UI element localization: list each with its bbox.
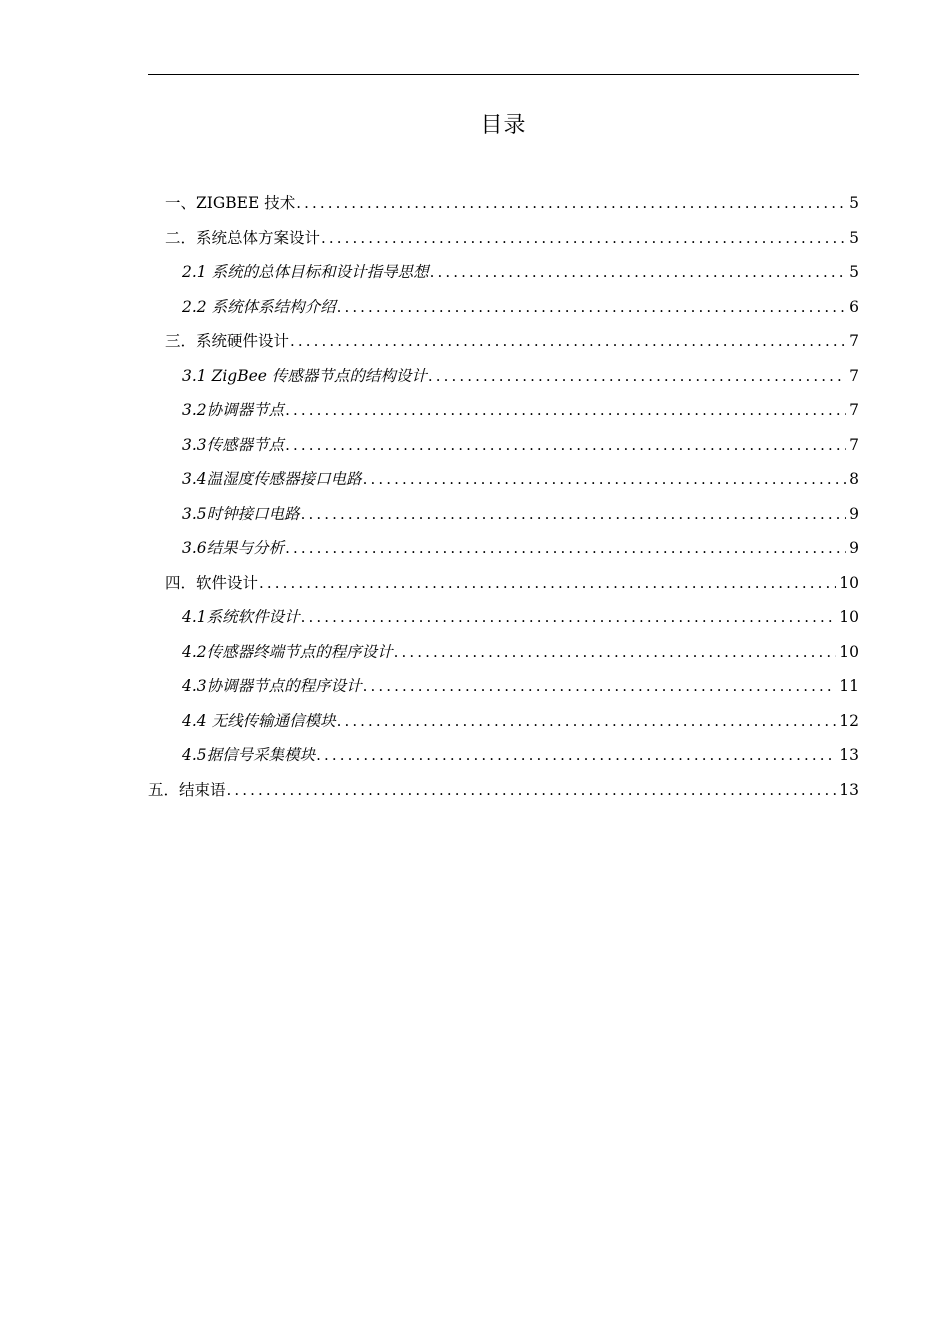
toc-entry-section-2-1[interactable]: [182, 261, 859, 283]
dot-leader: [337, 710, 837, 732]
dot-leader: [290, 330, 846, 352]
toc-entry-section-4-5[interactable]: [182, 744, 859, 766]
toc-entry-label: 3.4温湿度传感器接口电路: [182, 470, 362, 488]
toc-page-number: 7: [849, 401, 859, 419]
toc-entry-label: 四．软件设计: [165, 573, 259, 592]
toc-entry-section-4-2[interactable]: [182, 641, 859, 663]
toc-entry-label: 二．系统总体方案设计: [165, 228, 321, 247]
dot-leader: [285, 399, 846, 421]
toc-page-number: 7: [849, 366, 859, 385]
toc-entry-chapter-5[interactable]: [148, 779, 859, 801]
toc-page-number: 10: [839, 608, 859, 626]
toc-entry-label: 三．系统硬件设计: [165, 332, 290, 350]
toc-entry-label: 3.3传感器节点: [182, 435, 285, 454]
toc-entry-section-3-1[interactable]: [182, 365, 859, 387]
toc-entry-label: 3.2协调器节点: [182, 401, 285, 419]
dot-leader: [394, 641, 837, 663]
toc-entry-label: 4.3协调器节点的程序设计: [182, 677, 362, 695]
toc-entry-chapter-4[interactable]: [165, 572, 859, 594]
toc-page-number: 6: [849, 297, 859, 316]
dot-leader: [316, 744, 836, 766]
dot-leader: [301, 606, 837, 628]
toc-entry-section-3-2[interactable]: [182, 399, 859, 421]
toc-page-number: 5: [849, 263, 859, 281]
toc-page-number: 12: [839, 711, 859, 730]
dot-leader: [430, 261, 847, 283]
toc-entry-label: 3.1 ZigBee 传感器节点的结构设计: [182, 366, 427, 385]
toc-entry-label: 4.4 无线传输通信模块: [182, 711, 336, 730]
toc-page-number: 5: [849, 228, 859, 247]
dot-leader: [227, 779, 837, 801]
toc-entry-section-2-2[interactable]: [182, 296, 859, 318]
toc-page-number: 13: [839, 780, 859, 799]
toc-entry-chapter-3[interactable]: [165, 330, 859, 352]
toc-entry-label: 3.5时钟接口电路: [182, 504, 300, 523]
dot-leader: [321, 227, 846, 249]
toc-entry-section-3-6[interactable]: [182, 537, 859, 559]
toc-entry-section-3-3[interactable]: [182, 434, 859, 456]
dot-leader: [285, 434, 846, 456]
dot-leader: [285, 537, 846, 559]
dot-leader: [337, 296, 847, 318]
toc-entry-label: 4.1系统软件设计: [182, 608, 300, 626]
toc-page-number: 10: [839, 642, 859, 661]
toc-entry-label: 3.6结果与分析: [182, 539, 285, 557]
toc-page-number: 7: [849, 332, 859, 350]
toc-entry-label: 2.1 系统的总体目标和设计指导思想: [182, 263, 429, 281]
toc-page-number: 9: [849, 504, 859, 523]
dot-leader: [301, 503, 846, 525]
toc-entry-label: 五．结束语: [148, 780, 226, 799]
toc-entry-section-4-3[interactable]: [182, 675, 859, 697]
toc-entry-section-3-5[interactable]: [182, 503, 859, 525]
toc-page-number: 11: [839, 677, 859, 695]
dot-leader: [296, 192, 846, 214]
toc-entry-chapter-1[interactable]: [165, 192, 859, 214]
toc-entry-label: 4.5据信号采集模块: [182, 746, 316, 764]
toc-page-number: 7: [849, 435, 859, 454]
dot-leader: [363, 468, 846, 490]
toc-entry-section-4-1[interactable]: [182, 606, 859, 628]
toc-page-number: 9: [849, 539, 859, 557]
toc-page-number: 13: [839, 746, 859, 764]
dot-leader: [363, 675, 837, 697]
toc-entry-label: 一、ZIGBEE 技术: [165, 194, 296, 212]
toc-page-number: 10: [839, 573, 859, 592]
toc-entry-chapter-2[interactable]: [165, 227, 859, 249]
header-rule: [148, 74, 859, 75]
toc-page-number: 5: [849, 194, 859, 212]
toc-title: 目录: [480, 113, 527, 138]
toc-entry-section-3-4[interactable]: [182, 468, 859, 490]
toc-page-number: 8: [849, 470, 859, 488]
toc-entry-label: 2.2 系统体系结构介绍: [182, 297, 336, 316]
dot-leader: [259, 572, 836, 594]
toc-entry-section-4-4[interactable]: [182, 710, 859, 732]
toc-entry-label: 4.2传感器终端节点的程序设计: [182, 642, 393, 661]
dot-leader: [428, 365, 846, 387]
